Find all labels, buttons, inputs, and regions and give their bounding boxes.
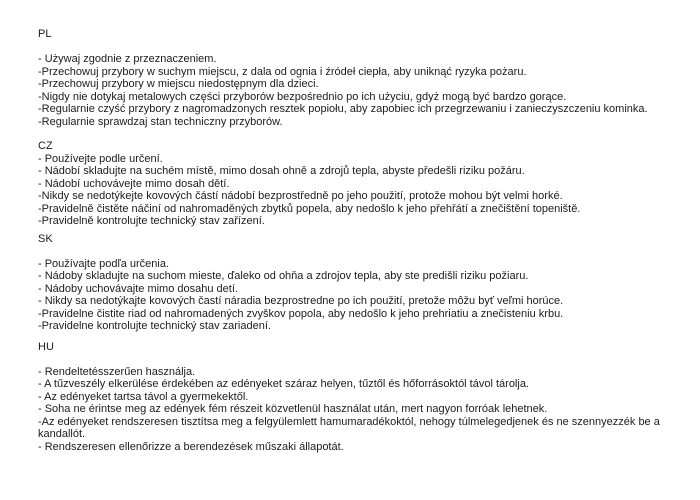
language-heading-hu: HU [38,340,54,353]
instruction-line: - Nikdy sa nedotýkajte kovových častí náradia bezprostredne po ich použití, pretože môžu byť veľmi horúce. [38,295,564,307]
instructions-text-column [38,28,678,453]
instruction-line: -Regularnie czyść przybory z nagromadzonych resztek popiołu, aby zapobiec ich przegrzewaniu i zanieczyszczeniu kominka. [38,103,648,115]
instruction-line: -Przechowuj przybory w miejscu niedostępnym dla dzieci. [38,78,319,90]
instruction-line: -Pravidelně kontrolujte technický stav zařízení. [38,215,265,227]
instruction-line: - Používejte podle určení. [38,152,163,165]
instruction-line: -Przechowuj przybory w suchym miejscu, z dala od ognia i źródeł ciepła, aby uniknąć ryzyka pożaru. [38,65,527,78]
instruction-line: - Nádoby uchovávajte mimo dosahu detí. [38,282,238,295]
instruction-line: - Používajte podľa určenia. [38,257,170,270]
instruction-line: -Az edényeket rendszeresen tisztítsa meg a felgyülemlett hamumaradékoktól, nehogy túlmelegedjenek és ne szennyezzék be a kandallót. [38,415,660,440]
language-heading-cz: CZ [38,140,53,152]
instruction-line: - Używaj zgodnie z przeznaczeniem. [38,53,217,65]
blank-line [38,245,678,258]
instruction-line: -Pravidelně čistěte náčiní od nahromaděných zbytků popela, aby nedošlo k jeho přehřátí a znečištění topeniště. [38,202,581,215]
blank-line [38,41,678,54]
instruction-line: - Rendszeresen ellenőrizze a berendezések műszaki állapotát. [38,440,344,453]
instruction-line: - Nádobí uchovávejte mimo dosah dětí. [38,177,230,190]
section-cz [38,140,678,228]
instruction-line: -Regularnie sprawdzaj stan techniczny przyborów. [38,115,283,128]
instruction-line: -Nigdy nie dotykaj metalowych części przyborów bezpośrednio po ich użyciu, gdyż mogą być bardzo gorące. [38,90,567,103]
instruction-line: - Az edényeket tartsa távol a gyermekektől. [38,390,249,403]
instruction-line: - Nádobí skladujte na suchém místě, mimo dosah ohně a zdrojů tepla, abyste předešli riziku požáru. [38,165,525,177]
section-pl [38,28,678,128]
instruction-line: - Nádoby skladujte na suchom mieste, ďaleko od ohňa a zdrojov tepla, aby ste predišli riziku požiaru. [38,270,529,282]
instruction-line: - Soha ne érintse meg az edények fém részeit közvetlenül használat után, mert nagyon forróak lehetnek. [38,403,548,415]
instruction-line: - A tűzveszély elkerülése érdekében az edényeket száraz helyen, tűztől és hőforrásoktól távol tárolja. [38,378,529,390]
instruction-line: -Nikdy se nedotýkejte kovových částí nádobí bezprostředně po jeho použití, protože mohou být velmi horké. [38,190,563,202]
language-heading-sk: SK [38,232,53,245]
instruction-line: -Pravidelne kontrolujte technický stav zariadení. [38,320,271,332]
instruction-line: -Pravidelne čistite riad od nahromadených zvyškov popola, aby nedošlo k jeho prehriatiu a znečisteniu krbu. [38,307,564,320]
blank-line [38,353,678,366]
language-heading-pl: PL [38,28,52,40]
instruction-line: - Rendeltetésszerűen használja. [38,365,196,378]
section-sk [38,233,678,333]
section-hu [38,341,678,454]
